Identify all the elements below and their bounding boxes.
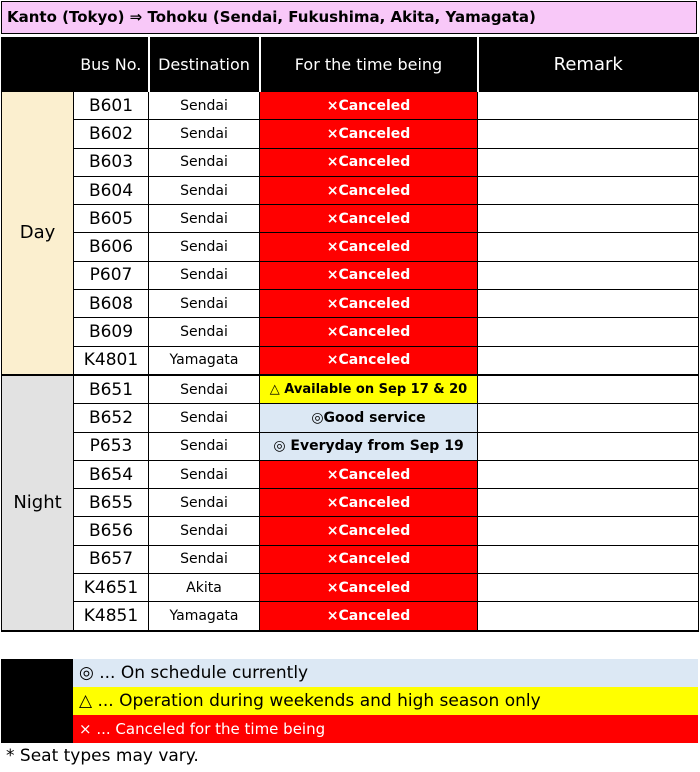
destination-cell: Sendai [149, 261, 260, 289]
table-header-row [2, 38, 699, 92]
remark-cell [478, 233, 699, 261]
destination-cell: Sendai [149, 489, 260, 517]
table-row [2, 489, 699, 517]
destination-cell: Yamagata [149, 602, 260, 631]
bus-number-cell: P607 [74, 261, 149, 289]
period-cell-night: Night [2, 375, 74, 631]
table-body [2, 38, 699, 631]
bus-number-cell: B603 [74, 148, 149, 176]
remark-cell [478, 545, 699, 573]
table-row [2, 261, 699, 289]
remark-cell [478, 120, 699, 148]
legend-on-schedule: ◎ ... On schedule currently [73, 659, 698, 687]
destination-cell: Sendai [149, 460, 260, 488]
destination-cell: Sendai [149, 432, 260, 460]
status-cell: ×Canceled [260, 318, 478, 346]
bus-number-cell: B654 [74, 460, 149, 488]
status-cell: ×Canceled [260, 460, 478, 488]
legend-weekends-only: △ ... Operation during weekends and high season only [73, 687, 698, 715]
destination-cell: Sendai [149, 92, 260, 120]
table-row [2, 92, 699, 120]
status-cell: ×Canceled [260, 545, 478, 573]
header-status: For the time being [260, 38, 478, 92]
bus-number-cell: B656 [74, 517, 149, 545]
bus-number-cell: B605 [74, 205, 149, 233]
header-destination: Destination [149, 38, 260, 92]
bus-number-cell: B651 [74, 375, 149, 404]
status-cell: ×Canceled [260, 261, 478, 289]
status-cell: ◎Good service [260, 404, 478, 432]
status-cell: ×Canceled [260, 574, 478, 602]
status-cell: ×Canceled [260, 346, 478, 375]
bus-schedule-table [1, 37, 699, 632]
period-cell-day: Day [2, 92, 74, 375]
destination-cell: Sendai [149, 290, 260, 318]
status-cell: ×Canceled [260, 290, 478, 318]
destination-cell: Sendai [149, 404, 260, 432]
bus-number-cell: B609 [74, 318, 149, 346]
bus-number-cell: B657 [74, 545, 149, 573]
bus-number-cell: P653 [74, 432, 149, 460]
remark-cell [478, 92, 699, 120]
destination-cell: Sendai [149, 120, 260, 148]
remark-cell [478, 176, 699, 204]
destination-cell: Sendai [149, 148, 260, 176]
table-row [2, 148, 699, 176]
status-cell: ×Canceled [260, 205, 478, 233]
remark-cell [478, 148, 699, 176]
header-bus-no: Bus No. [74, 38, 149, 92]
remark-cell [478, 432, 699, 460]
seat-note: * Seat types may vary. [6, 746, 199, 766]
bus-number-cell: B652 [74, 404, 149, 432]
table-row [2, 404, 699, 432]
status-cell: ×Canceled [260, 602, 478, 631]
table-row [2, 318, 699, 346]
table-row [2, 517, 699, 545]
legend-black-block [1, 659, 73, 743]
remark-cell [478, 460, 699, 488]
table-row [2, 545, 699, 573]
status-cell: ×Canceled [260, 120, 478, 148]
status-cell: ◎ Everyday from Sep 19 [260, 432, 478, 460]
legend-canceled: × ... Canceled for the time being [73, 715, 698, 743]
remark-cell [478, 205, 699, 233]
table-row [2, 375, 699, 404]
remark-cell [478, 261, 699, 289]
legend [1, 659, 698, 743]
table-row [2, 205, 699, 233]
destination-cell: Sendai [149, 176, 260, 204]
table-row [2, 460, 699, 488]
table-row [2, 290, 699, 318]
bus-number-cell: B604 [74, 176, 149, 204]
table-row [2, 432, 699, 460]
status-cell: ×Canceled [260, 517, 478, 545]
table-row [2, 176, 699, 204]
header-remark: Remark [478, 38, 699, 92]
remark-cell [478, 517, 699, 545]
remark-cell [478, 574, 699, 602]
status-cell: ×Canceled [260, 233, 478, 261]
destination-cell: Sendai [149, 375, 260, 404]
header-period-cell [2, 38, 74, 92]
remark-cell [478, 318, 699, 346]
status-cell: ×Canceled [260, 92, 478, 120]
table-row [2, 120, 699, 148]
bus-number-cell: B655 [74, 489, 149, 517]
remark-cell [478, 602, 699, 631]
bus-number-cell: K4851 [74, 602, 149, 631]
table-row [2, 602, 699, 631]
table-row [2, 346, 699, 375]
destination-cell: Sendai [149, 205, 260, 233]
page-title: Kanto (Tokyo) ⇒ Tohoku (Sendai, Fukushima, Akita, Yamagata) [1, 1, 697, 34]
destination-cell: Sendai [149, 318, 260, 346]
status-cell: ×Canceled [260, 148, 478, 176]
remark-cell [478, 290, 699, 318]
destination-cell: Sendai [149, 517, 260, 545]
remark-cell [478, 404, 699, 432]
destination-cell: Yamagata [149, 346, 260, 375]
destination-cell: Akita [149, 574, 260, 602]
bus-number-cell: K4801 [74, 346, 149, 375]
table-row [2, 574, 699, 602]
remark-cell [478, 489, 699, 517]
destination-cell: Sendai [149, 233, 260, 261]
bus-number-cell: B606 [74, 233, 149, 261]
remark-cell [478, 375, 699, 404]
destination-cell: Sendai [149, 545, 260, 573]
status-cell: ×Canceled [260, 489, 478, 517]
bus-number-cell: B602 [74, 120, 149, 148]
status-cell: △ Available on Sep 17 & 20 [260, 375, 478, 404]
status-cell: ×Canceled [260, 176, 478, 204]
bus-number-cell: K4651 [74, 574, 149, 602]
bus-number-cell: B601 [74, 92, 149, 120]
bus-number-cell: B608 [74, 290, 149, 318]
remark-cell [478, 346, 699, 375]
table-row [2, 233, 699, 261]
